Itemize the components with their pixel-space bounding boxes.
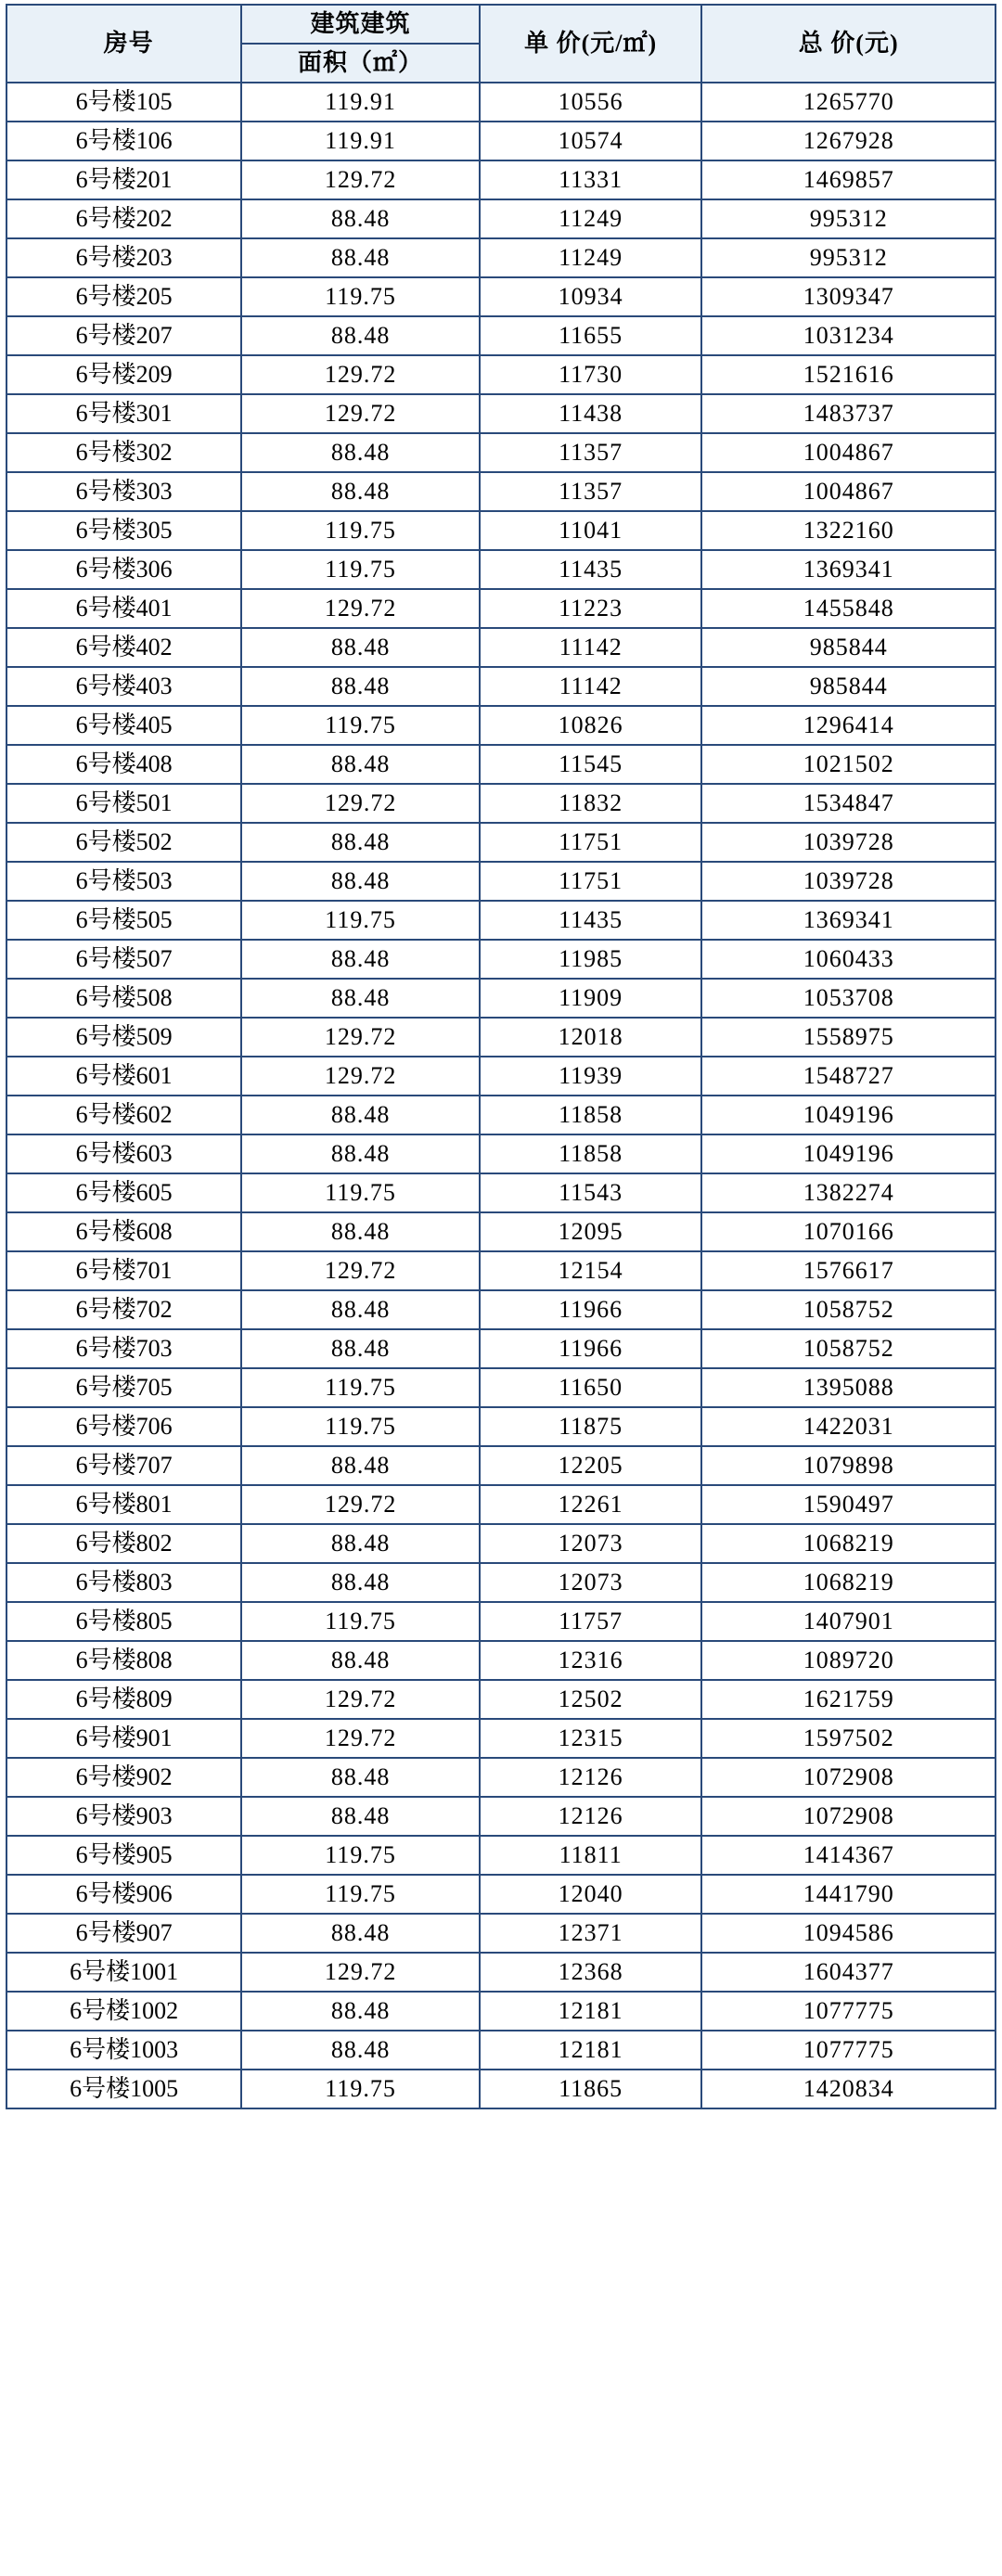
cell-unit-price: 12368	[480, 1953, 702, 1992]
cell-room-number: 6号楼809	[6, 1680, 241, 1719]
cell-building-area: 88.48	[241, 2031, 480, 2070]
cell-building-area: 88.48	[241, 1096, 480, 1134]
cell-building-area: 88.48	[241, 1134, 480, 1173]
cell-unit-price: 11545	[480, 745, 702, 784]
table-row	[6, 238, 996, 277]
cell-unit-price: 11966	[480, 1290, 702, 1329]
cell-building-area: 129.72	[241, 1018, 480, 1057]
table-row	[6, 1914, 996, 1953]
cell-unit-price: 11939	[480, 1057, 702, 1096]
table-row	[6, 511, 996, 550]
cell-building-area: 129.72	[241, 1057, 480, 1096]
table-row	[6, 472, 996, 511]
column-header-area-line1: 建筑建筑	[242, 6, 479, 45]
table-row	[6, 122, 996, 160]
table-row	[6, 1875, 996, 1914]
cell-room-number: 6号楼802	[6, 1524, 241, 1563]
table-row	[6, 2070, 996, 2108]
cell-unit-price: 11435	[480, 901, 702, 940]
cell-total-price: 1039728	[701, 823, 996, 862]
cell-unit-price: 12126	[480, 1797, 702, 1836]
cell-total-price: 1309347	[701, 277, 996, 316]
cell-total-price: 985844	[701, 667, 996, 706]
table-row	[6, 394, 996, 433]
cell-room-number: 6号楼903	[6, 1797, 241, 1836]
cell-unit-price: 12371	[480, 1914, 702, 1953]
table-row	[6, 1134, 996, 1173]
cell-total-price: 1422031	[701, 1407, 996, 1446]
cell-unit-price: 11249	[480, 238, 702, 277]
cell-unit-price: 11249	[480, 199, 702, 238]
cell-total-price: 1094586	[701, 1914, 996, 1953]
cell-building-area: 88.48	[241, 238, 480, 277]
cell-room-number: 6号楼1005	[6, 2070, 241, 2108]
cell-total-price: 1079898	[701, 1446, 996, 1485]
cell-building-area: 88.48	[241, 1212, 480, 1251]
table-row	[6, 1524, 996, 1563]
table-row	[6, 862, 996, 901]
cell-total-price: 1004867	[701, 433, 996, 472]
cell-room-number: 6号楼605	[6, 1173, 241, 1212]
cell-building-area: 129.72	[241, 1953, 480, 1992]
table-row	[6, 1563, 996, 1602]
cell-unit-price: 11751	[480, 823, 702, 862]
cell-total-price: 1031234	[701, 316, 996, 355]
cell-room-number: 6号楼906	[6, 1875, 241, 1914]
cell-building-area: 88.48	[241, 1914, 480, 1953]
cell-room-number: 6号楼507	[6, 940, 241, 979]
cell-room-number: 6号楼608	[6, 1212, 241, 1251]
column-header-unit-price: 单 价(元/㎡)	[480, 5, 702, 83]
cell-building-area: 119.75	[241, 1602, 480, 1641]
cell-building-area: 119.75	[241, 277, 480, 316]
cell-room-number: 6号楼306	[6, 550, 241, 589]
cell-unit-price: 11223	[480, 589, 702, 628]
cell-room-number: 6号楼805	[6, 1602, 241, 1641]
cell-building-area: 88.48	[241, 1290, 480, 1329]
cell-total-price: 1369341	[701, 550, 996, 589]
cell-total-price: 1483737	[701, 394, 996, 433]
cell-total-price: 1455848	[701, 589, 996, 628]
cell-building-area: 119.75	[241, 1875, 480, 1914]
cell-total-price: 1296414	[701, 706, 996, 745]
cell-total-price: 1072908	[701, 1797, 996, 1836]
cell-building-area: 88.48	[241, 1563, 480, 1602]
table-row	[6, 1602, 996, 1641]
cell-unit-price: 11875	[480, 1407, 702, 1446]
cell-total-price: 1039728	[701, 862, 996, 901]
table-row	[6, 1485, 996, 1524]
cell-building-area: 88.48	[241, 862, 480, 901]
cell-room-number: 6号楼209	[6, 355, 241, 394]
cell-unit-price: 10574	[480, 122, 702, 160]
cell-unit-price: 11985	[480, 940, 702, 979]
cell-building-area: 129.72	[241, 784, 480, 823]
cell-unit-price: 11357	[480, 433, 702, 472]
cell-room-number: 6号楼907	[6, 1914, 241, 1953]
cell-building-area: 119.75	[241, 901, 480, 940]
cell-total-price: 995312	[701, 199, 996, 238]
cell-room-number: 6号楼808	[6, 1641, 241, 1680]
cell-room-number: 6号楼106	[6, 122, 241, 160]
cell-total-price: 1576617	[701, 1251, 996, 1290]
cell-unit-price: 10826	[480, 706, 702, 745]
cell-unit-price: 12315	[480, 1719, 702, 1758]
cell-unit-price: 11142	[480, 628, 702, 667]
cell-unit-price: 11142	[480, 667, 702, 706]
cell-room-number: 6号楼205	[6, 277, 241, 316]
cell-room-number: 6号楼401	[6, 589, 241, 628]
table-row	[6, 784, 996, 823]
column-header-total-price: 总 价(元)	[701, 5, 996, 83]
table-row	[6, 277, 996, 316]
cell-total-price: 1597502	[701, 1719, 996, 1758]
cell-unit-price: 12126	[480, 1758, 702, 1797]
table-row	[6, 1797, 996, 1836]
cell-total-price: 1070166	[701, 1212, 996, 1251]
table-row	[6, 83, 996, 122]
price-table	[6, 4, 996, 2109]
table-row	[6, 550, 996, 589]
cell-building-area: 88.48	[241, 823, 480, 862]
cell-room-number: 6号楼603	[6, 1134, 241, 1173]
cell-unit-price: 11832	[480, 784, 702, 823]
table-row	[6, 1096, 996, 1134]
cell-building-area: 119.75	[241, 550, 480, 589]
cell-total-price: 1521616	[701, 355, 996, 394]
cell-unit-price: 11543	[480, 1173, 702, 1212]
table-row	[6, 1173, 996, 1212]
cell-total-price: 1369341	[701, 901, 996, 940]
table-row	[6, 199, 996, 238]
cell-total-price: 1267928	[701, 122, 996, 160]
cell-unit-price: 12073	[480, 1563, 702, 1602]
cell-unit-price: 12502	[480, 1680, 702, 1719]
cell-room-number: 6号楼305	[6, 511, 241, 550]
cell-unit-price: 11435	[480, 550, 702, 589]
cell-building-area: 88.48	[241, 1446, 480, 1485]
cell-unit-price: 12095	[480, 1212, 702, 1251]
table-row	[6, 1992, 996, 2031]
cell-building-area: 129.72	[241, 1680, 480, 1719]
table-row	[6, 1018, 996, 1057]
table-row	[6, 1446, 996, 1485]
table-row	[6, 1953, 996, 1992]
table-row	[6, 316, 996, 355]
table-row	[6, 1719, 996, 1758]
cell-room-number: 6号楼502	[6, 823, 241, 862]
cell-total-price: 1058752	[701, 1290, 996, 1329]
cell-unit-price: 11757	[480, 1602, 702, 1641]
cell-total-price: 1058752	[701, 1329, 996, 1368]
table-row	[6, 2031, 996, 2070]
cell-total-price: 1395088	[701, 1368, 996, 1407]
table-row	[6, 1407, 996, 1446]
cell-total-price: 1004867	[701, 472, 996, 511]
table-row	[6, 745, 996, 784]
cell-room-number: 6号楼602	[6, 1096, 241, 1134]
cell-total-price: 1590497	[701, 1485, 996, 1524]
cell-total-price: 1068219	[701, 1524, 996, 1563]
table-header-row	[6, 5, 996, 83]
cell-room-number: 6号楼408	[6, 745, 241, 784]
cell-room-number: 6号楼1002	[6, 1992, 241, 2031]
table-row	[6, 823, 996, 862]
cell-total-price: 1021502	[701, 745, 996, 784]
cell-unit-price: 11331	[480, 160, 702, 199]
cell-unit-price: 11041	[480, 511, 702, 550]
cell-total-price: 1558975	[701, 1018, 996, 1057]
cell-total-price: 1072908	[701, 1758, 996, 1797]
cell-unit-price: 12181	[480, 1992, 702, 2031]
cell-unit-price: 11865	[480, 2070, 702, 2108]
column-header-room: 房号	[6, 5, 241, 83]
cell-total-price: 1060433	[701, 940, 996, 979]
cell-building-area: 119.75	[241, 706, 480, 745]
cell-unit-price: 12154	[480, 1251, 702, 1290]
cell-building-area: 119.75	[241, 1407, 480, 1446]
cell-building-area: 119.75	[241, 1173, 480, 1212]
cell-total-price: 1621759	[701, 1680, 996, 1719]
column-header-area	[241, 5, 480, 83]
cell-room-number: 6号楼702	[6, 1290, 241, 1329]
cell-room-number: 6号楼901	[6, 1719, 241, 1758]
cell-building-area: 88.48	[241, 316, 480, 355]
cell-total-price: 1548727	[701, 1057, 996, 1096]
cell-room-number: 6号楼705	[6, 1368, 241, 1407]
table-body	[6, 83, 996, 2108]
cell-room-number: 6号楼201	[6, 160, 241, 199]
cell-building-area: 119.91	[241, 83, 480, 122]
cell-unit-price: 11655	[480, 316, 702, 355]
cell-total-price: 995312	[701, 238, 996, 277]
cell-unit-price: 12261	[480, 1485, 702, 1524]
cell-building-area: 129.72	[241, 589, 480, 628]
cell-total-price: 1322160	[701, 511, 996, 550]
cell-unit-price: 11909	[480, 979, 702, 1018]
cell-unit-price: 11730	[480, 355, 702, 394]
cell-room-number: 6号楼402	[6, 628, 241, 667]
cell-building-area: 88.48	[241, 1992, 480, 2031]
cell-unit-price: 11858	[480, 1096, 702, 1134]
cell-building-area: 88.48	[241, 1524, 480, 1563]
cell-total-price: 1534847	[701, 784, 996, 823]
cell-total-price: 1604377	[701, 1953, 996, 1992]
cell-building-area: 129.72	[241, 1719, 480, 1758]
cell-unit-price: 11438	[480, 394, 702, 433]
cell-building-area: 88.48	[241, 979, 480, 1018]
table-row	[6, 706, 996, 745]
cell-total-price: 1265770	[701, 83, 996, 122]
table-row	[6, 1368, 996, 1407]
cell-unit-price: 11751	[480, 862, 702, 901]
cell-building-area: 88.48	[241, 1329, 480, 1368]
table-row	[6, 1251, 996, 1290]
cell-unit-price: 12181	[480, 2031, 702, 2070]
cell-unit-price: 10934	[480, 277, 702, 316]
cell-building-area: 88.48	[241, 1641, 480, 1680]
cell-room-number: 6号楼701	[6, 1251, 241, 1290]
table-row	[6, 1836, 996, 1875]
cell-building-area: 88.48	[241, 472, 480, 511]
table-row	[6, 1758, 996, 1797]
cell-building-area: 119.75	[241, 1368, 480, 1407]
cell-total-price: 1049196	[701, 1096, 996, 1134]
cell-building-area: 88.48	[241, 745, 480, 784]
table-row	[6, 667, 996, 706]
cell-building-area: 88.48	[241, 1758, 480, 1797]
cell-unit-price: 10556	[480, 83, 702, 122]
table-row	[6, 1641, 996, 1680]
cell-room-number: 6号楼302	[6, 433, 241, 472]
cell-building-area: 119.91	[241, 122, 480, 160]
cell-room-number: 6号楼902	[6, 1758, 241, 1797]
cell-building-area: 88.48	[241, 628, 480, 667]
cell-room-number: 6号楼202	[6, 199, 241, 238]
cell-unit-price: 12018	[480, 1018, 702, 1057]
cell-unit-price: 11811	[480, 1836, 702, 1875]
cell-room-number: 6号楼707	[6, 1446, 241, 1485]
cell-room-number: 6号楼501	[6, 784, 241, 823]
table-row	[6, 589, 996, 628]
cell-building-area: 88.48	[241, 667, 480, 706]
cell-building-area: 88.48	[241, 199, 480, 238]
cell-room-number: 6号楼1001	[6, 1953, 241, 1992]
table-row	[6, 355, 996, 394]
cell-total-price: 1077775	[701, 2031, 996, 2070]
cell-total-price: 1077775	[701, 1992, 996, 2031]
table-row	[6, 901, 996, 940]
cell-unit-price: 11966	[480, 1329, 702, 1368]
cell-room-number: 6号楼503	[6, 862, 241, 901]
cell-building-area: 129.72	[241, 160, 480, 199]
cell-room-number: 6号楼505	[6, 901, 241, 940]
cell-unit-price: 12073	[480, 1524, 702, 1563]
table-row	[6, 979, 996, 1018]
cell-building-area: 119.75	[241, 2070, 480, 2108]
cell-total-price: 1414367	[701, 1836, 996, 1875]
table-row	[6, 1680, 996, 1719]
table-row	[6, 1212, 996, 1251]
cell-room-number: 6号楼105	[6, 83, 241, 122]
table-row	[6, 1057, 996, 1096]
table-row	[6, 433, 996, 472]
cell-room-number: 6号楼509	[6, 1018, 241, 1057]
cell-room-number: 6号楼207	[6, 316, 241, 355]
cell-room-number: 6号楼303	[6, 472, 241, 511]
cell-total-price: 1407901	[701, 1602, 996, 1641]
table-row	[6, 628, 996, 667]
cell-total-price: 1089720	[701, 1641, 996, 1680]
cell-room-number: 6号楼508	[6, 979, 241, 1018]
cell-unit-price: 11858	[480, 1134, 702, 1173]
cell-building-area: 88.48	[241, 1797, 480, 1836]
cell-total-price: 1053708	[701, 979, 996, 1018]
column-header-area-line2: 面积（㎡）	[298, 49, 424, 76]
cell-room-number: 6号楼601	[6, 1057, 241, 1096]
cell-unit-price: 11357	[480, 472, 702, 511]
table-row	[6, 1329, 996, 1368]
cell-building-area: 119.75	[241, 511, 480, 550]
cell-building-area: 129.72	[241, 1251, 480, 1290]
cell-room-number: 6号楼703	[6, 1329, 241, 1368]
cell-room-number: 6号楼301	[6, 394, 241, 433]
cell-room-number: 6号楼1003	[6, 2031, 241, 2070]
cell-room-number: 6号楼905	[6, 1836, 241, 1875]
cell-unit-price: 12316	[480, 1641, 702, 1680]
cell-total-price: 1441790	[701, 1875, 996, 1914]
cell-room-number: 6号楼706	[6, 1407, 241, 1446]
cell-total-price: 1469857	[701, 160, 996, 199]
cell-building-area: 129.72	[241, 355, 480, 394]
cell-total-price: 1049196	[701, 1134, 996, 1173]
cell-room-number: 6号楼405	[6, 706, 241, 745]
table-row	[6, 160, 996, 199]
cell-unit-price: 11650	[480, 1368, 702, 1407]
table-header	[6, 5, 996, 83]
cell-room-number: 6号楼203	[6, 238, 241, 277]
cell-building-area: 129.72	[241, 394, 480, 433]
cell-building-area: 129.72	[241, 1485, 480, 1524]
table-row	[6, 940, 996, 979]
table-row	[6, 1290, 996, 1329]
cell-building-area: 88.48	[241, 433, 480, 472]
cell-building-area: 88.48	[241, 940, 480, 979]
cell-total-price: 1068219	[701, 1563, 996, 1602]
cell-total-price: 1382274	[701, 1173, 996, 1212]
cell-room-number: 6号楼403	[6, 667, 241, 706]
cell-room-number: 6号楼801	[6, 1485, 241, 1524]
cell-unit-price: 12205	[480, 1446, 702, 1485]
cell-total-price: 985844	[701, 628, 996, 667]
cell-room-number: 6号楼803	[6, 1563, 241, 1602]
cell-unit-price: 12040	[480, 1875, 702, 1914]
cell-building-area: 119.75	[241, 1836, 480, 1875]
cell-total-price: 1420834	[701, 2070, 996, 2108]
